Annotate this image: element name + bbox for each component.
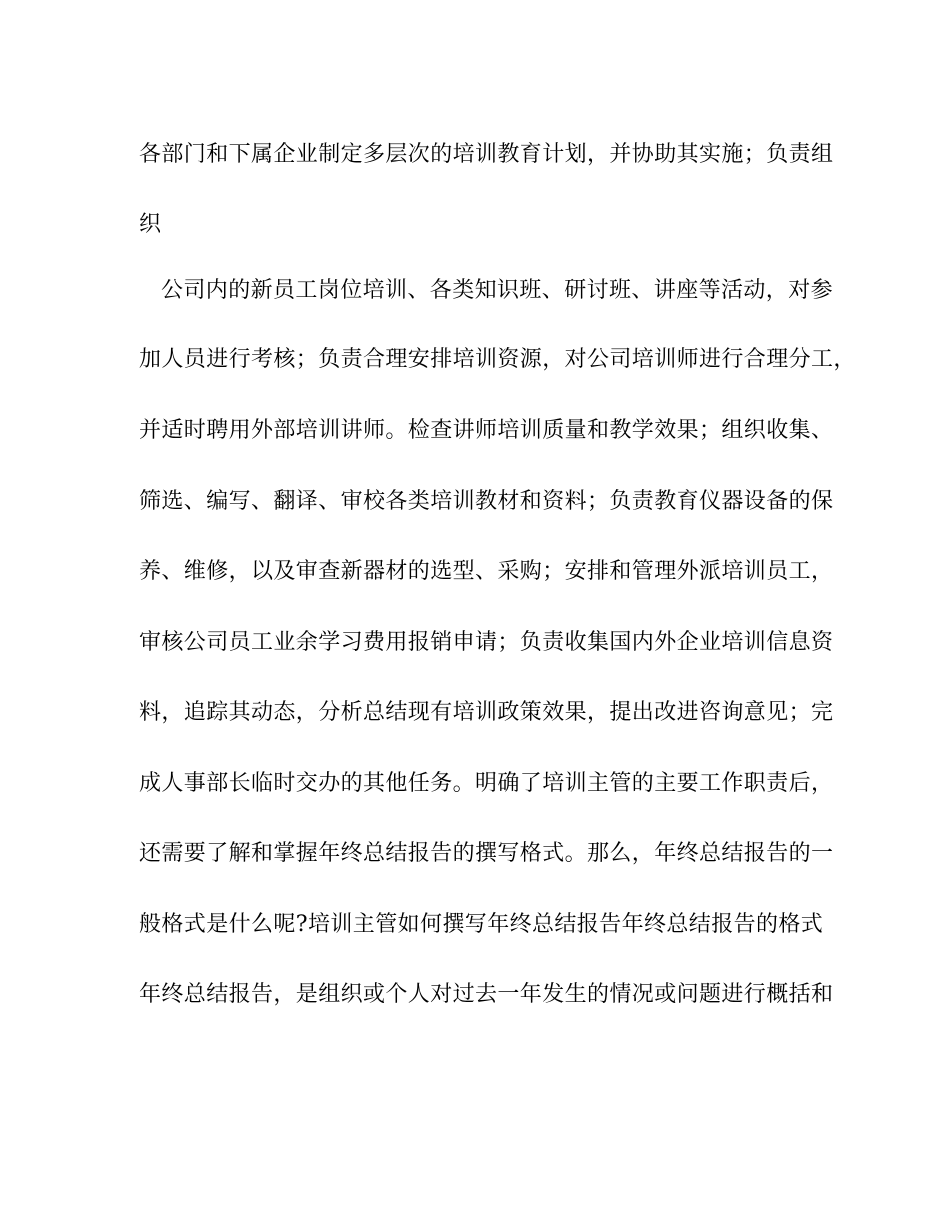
paragraph-line: 般格式是什么呢?培训主管如何撰写年终总结报告年终总结报告的格式	[139, 912, 824, 937]
paragraph-line: 公司内的新员工岗位培训、各类知识班、研讨班、讲座等活动，对参	[161, 278, 834, 303]
paragraph-line: 还需要了解和掌握年终总结报告的撰写格式。那么，年终总结报告的一	[139, 841, 834, 866]
paragraph-line: 审核公司员工业余学习费用报销申请；负责收集国内外企业培训信息资	[139, 630, 834, 655]
paragraph-line: 料，追踪其动态，分析总结现有培训政策效果，提出改进咨询意见；完	[139, 700, 834, 725]
paragraph-line: 养、维修，以及审查新器材的选型、采购；安排和管理外派培训员工，	[139, 559, 834, 584]
paragraph-line: 年终总结报告，是组织或个人对过去一年发生的情况或问题进行概括和	[139, 982, 834, 1007]
paragraph-line: 加人员进行考核；负责合理安排培训资源，对公司培训师进行合理分工，	[139, 347, 856, 372]
paragraph-line: 并适时聘用外部培训讲师。检查讲师培训质量和教学效果；组织收集、	[139, 418, 834, 443]
paragraph-line: 成人事部长临时交办的其他任务。明确了培训主管的主要工作职责后，	[139, 771, 834, 796]
paragraph-line: 织	[139, 212, 162, 237]
paragraph-line: 筛选、编写、翻译、审校各类培训教材和资料；负责教育仪器设备的保	[139, 489, 834, 514]
paragraph-line: 各部门和下属企业制定多层次的培训教育计划，并协助其实施；负责组	[139, 142, 834, 167]
